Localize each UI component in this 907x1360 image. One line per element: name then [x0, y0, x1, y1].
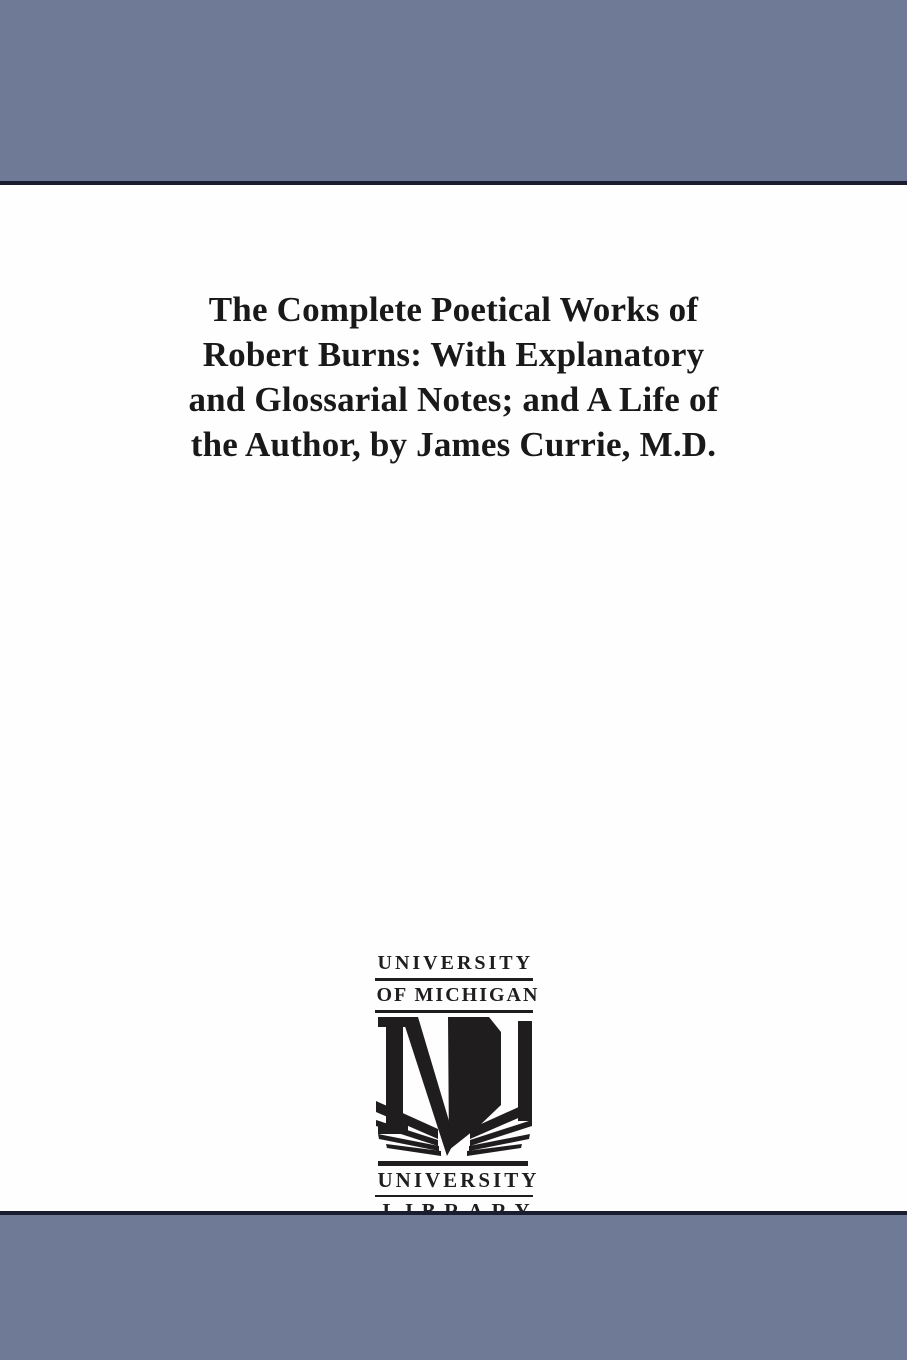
logo-library-university-text: UNIVERSITY [377, 1168, 540, 1192]
logo-divider-rule [375, 1195, 533, 1197]
top-band [0, 0, 907, 185]
logo-of-michigan-text: OF MICHIGAN [375, 984, 533, 1013]
michigan-m-open-book-icon [376, 1017, 532, 1167]
title-line-4: the Author, by James Currie, M.D. [190, 425, 717, 464]
publisher-logo [375, 952, 540, 1224]
title-line-3: and Glossarial Notes; and A Life of [188, 380, 719, 419]
bottom-band [0, 1211, 907, 1360]
title-line-1: The Complete Poetical Works of [208, 290, 699, 329]
book-title [0, 287, 907, 467]
logo-university-text: UNIVERSITY [375, 952, 533, 981]
title-line-2: Robert Burns: With Explanatory [202, 335, 705, 374]
